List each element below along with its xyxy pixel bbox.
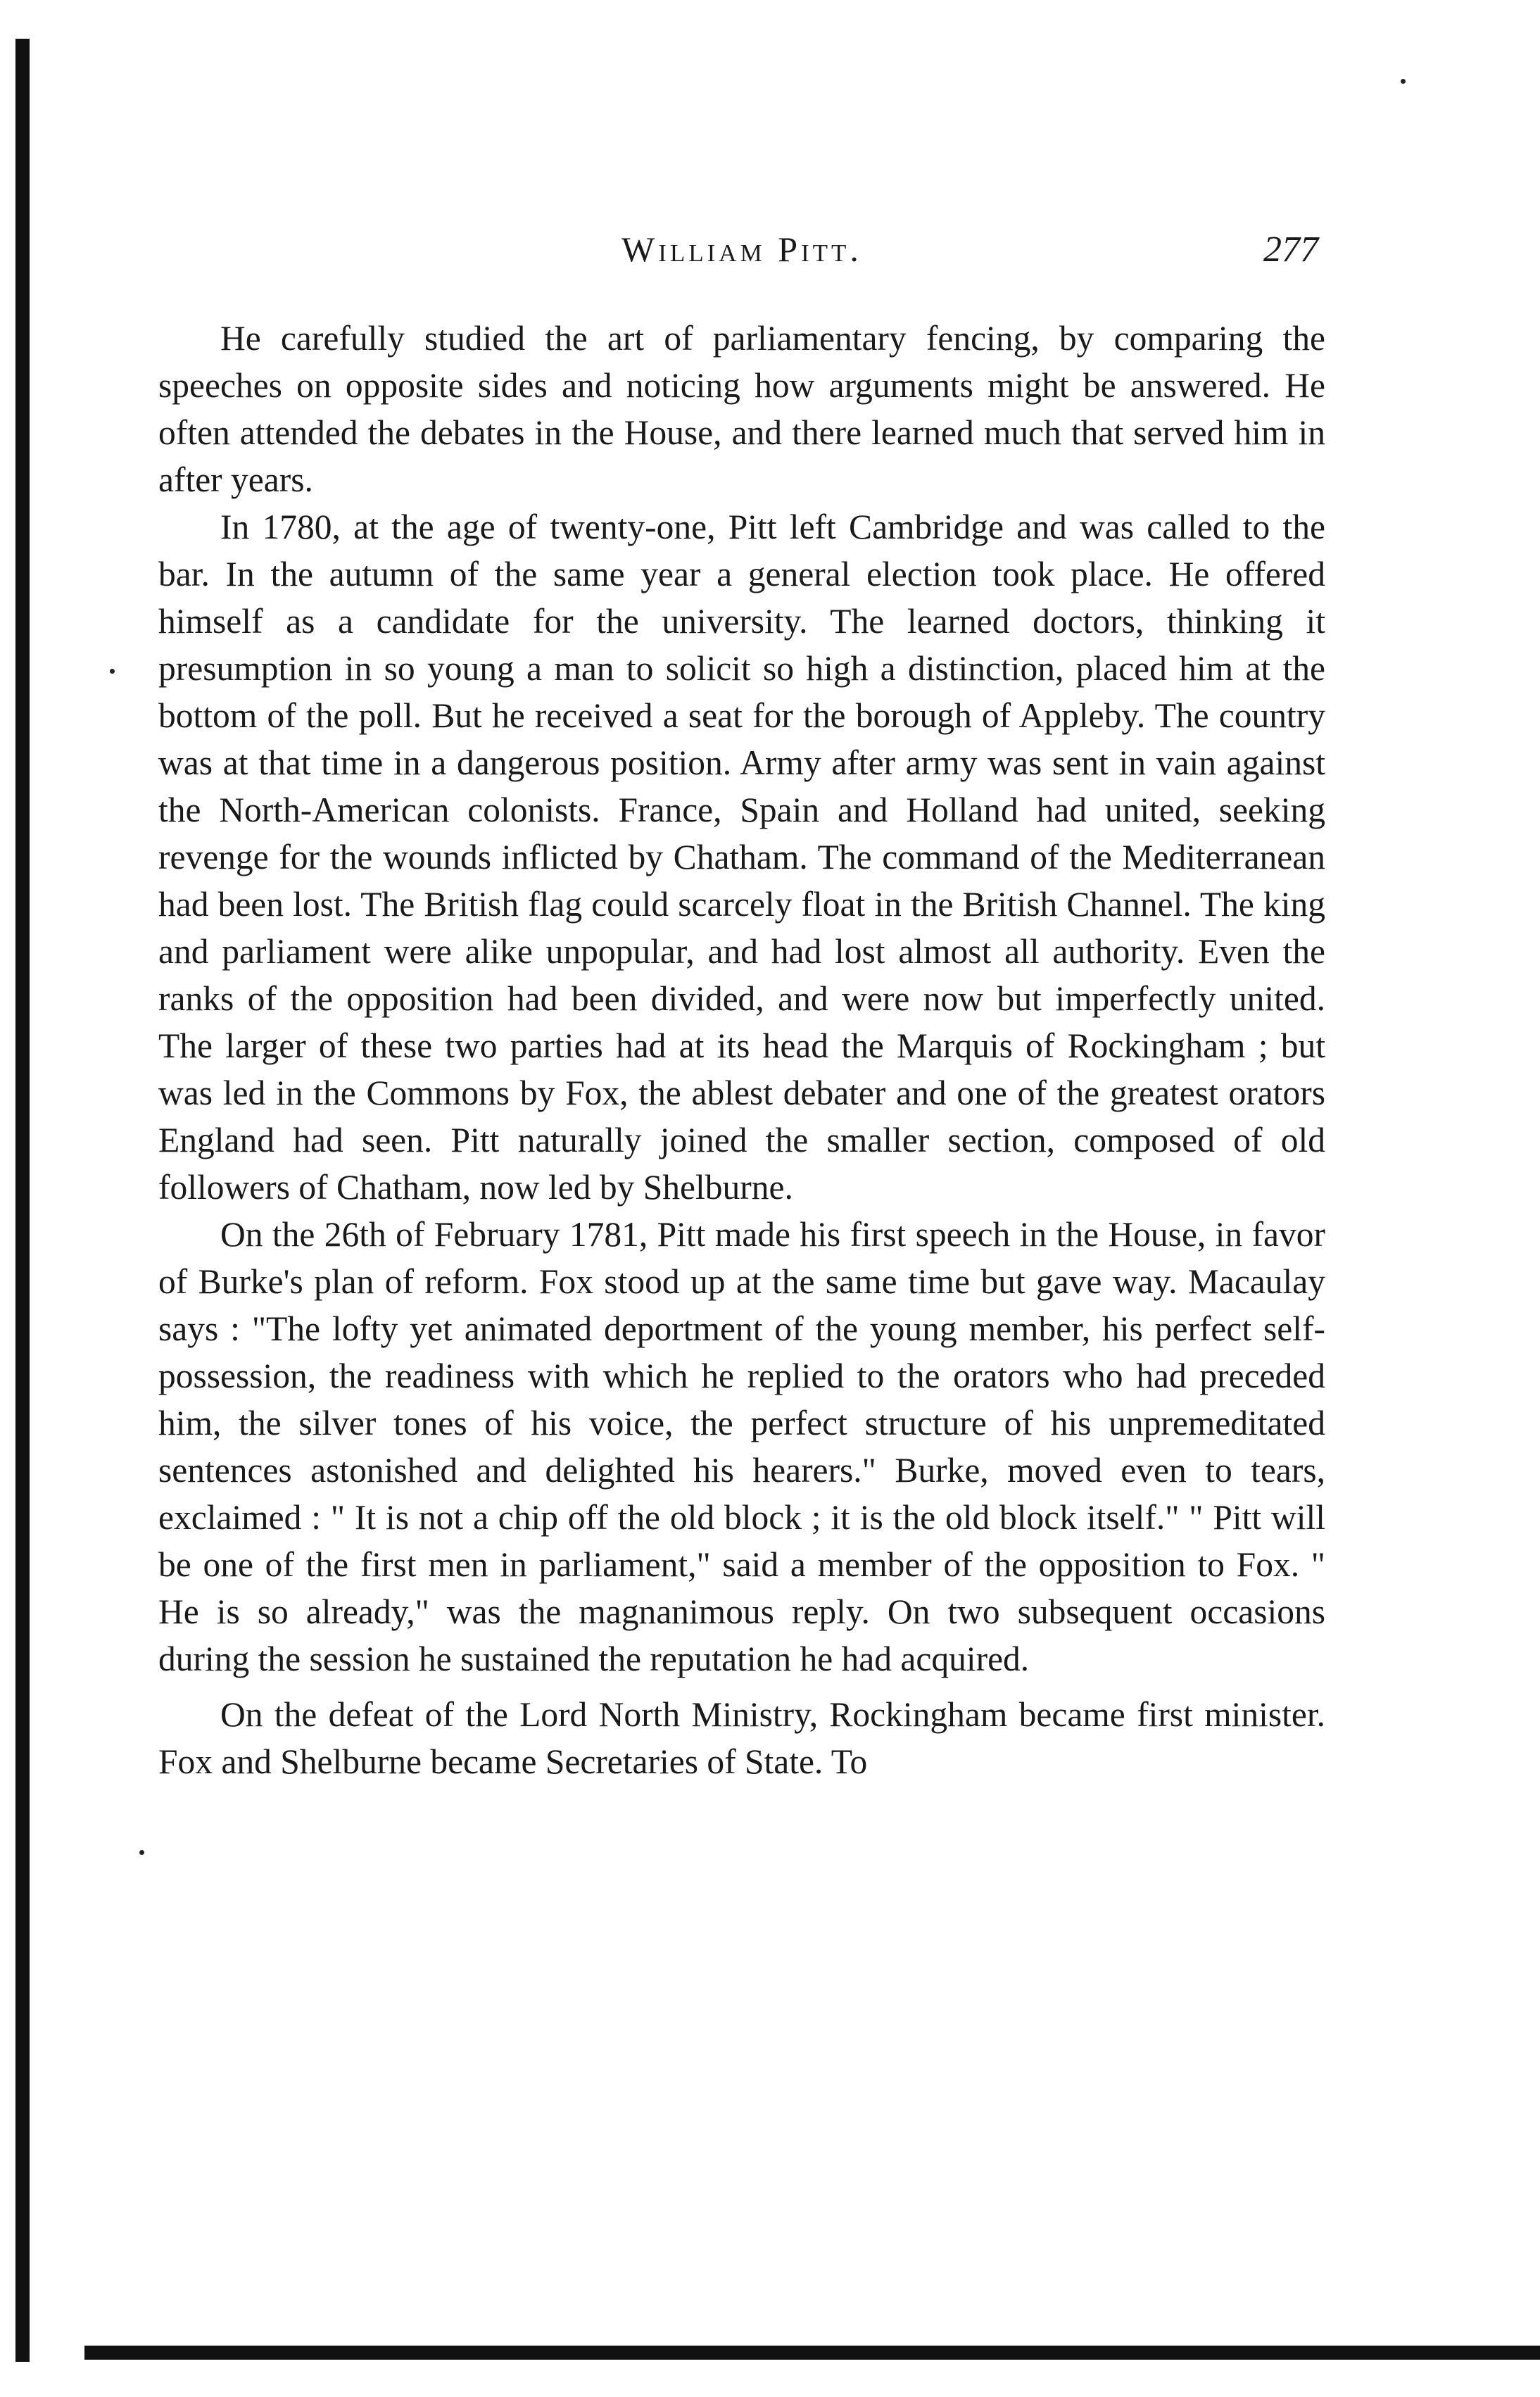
paragraph: In 1780, at the age of twenty-one, Pitt left Cambridge and was called to the bar. In the autumn of the same year a general election took place. He offered himself as a candidate for the university. The learned doctors, thinking it presumption in so young a man to solicit so high a distinction, placed him at the bottom of the poll. But he received a seat for the borough of Appleby. The country was at that time in a dangerous position. Army after army was sent in vain against the North-American colonists. France, Spain and Holland had united, seeking revenge for the wounds inflicted by Chatham. The command of the Mediterranean had been lost. The British flag could scarcely float in the British Channel. The king and parliament were alike unpopular, and had lost almost all authority. Even the ranks of the opposition had been divided, and were now but imperfectly united. The larger of these two parties had at its head the Marquis of Rockingham ; but was led in the Commons by Fox, the ablest debater and one of the greatest orators England had seen. Pitt naturally joined the smaller section, composed of old followers of Chatham, now led by Shelburne. <box>158 508 1325 1207</box>
book-page <box>158 229 1325 1785</box>
running-title: William Pitt. <box>621 229 862 269</box>
page-number: 277 <box>1263 229 1318 270</box>
scan-speck <box>110 669 115 674</box>
paragraph: On the 26th of February 1781, Pitt made his first speech in the House, in favor of Burke's plan of reform. Fox stood up at the same time but gave way. Macaulay says : "The lofty yet animated deportment of the young member, his perfect self-possession, the readiness with which he replied to the orators who had preceded him, the silver tones of his voice, the perfect structure of his unpremeditated sentences astonished and delighted his hearers." Burke, moved even to tears, exclaimed : " It is not a chip off the old block ; it is the old block itself." " Pitt will be one of the first men in parliament," said a member of the opposition to Fox. " He is so already," was the magnanimous reply. On two subsequent occasions during the session he sustained the reputation he had acquired. <box>158 1215 1325 1678</box>
scan-speck <box>139 1850 144 1855</box>
body-text <box>158 315 1325 1785</box>
paragraph: On the defeat of the Lord North Ministry, Rockingham became first minister. Fox and Shelburne became Secretaries of State. To <box>158 1695 1325 1781</box>
scan-speck <box>1401 79 1406 84</box>
scan-left-margin-bar <box>15 39 30 2362</box>
paragraph: He carefully studied the art of parliamentary fencing, by comparing the speeches on opposite sides and noticing how arguments might be answered. He often attended the debates in the House, and there learned much that served him in after years. <box>158 319 1325 499</box>
scan-bottom-margin-bar <box>84 2346 1540 2360</box>
running-head <box>158 229 1325 285</box>
